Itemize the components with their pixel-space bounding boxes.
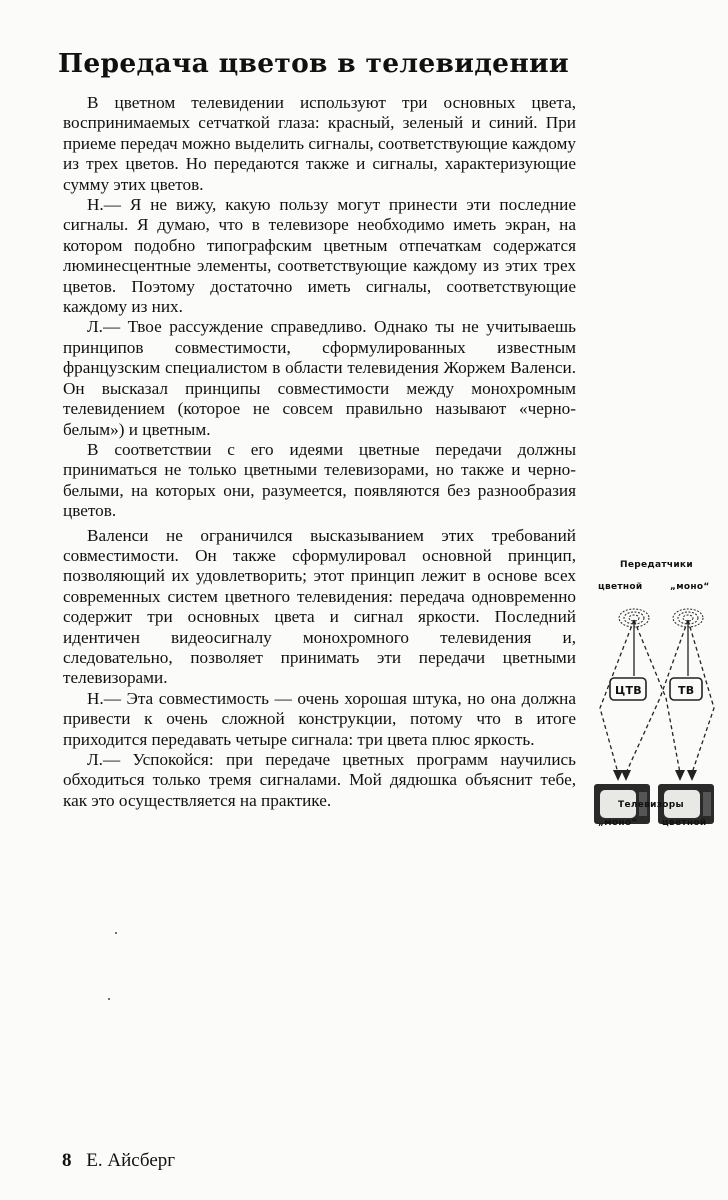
body-text [63, 93, 576, 811]
scan-speck [108, 998, 110, 1000]
figure-box-color: ЦТВ [615, 684, 642, 697]
page-footer [62, 1150, 175, 1172]
figure-diagram [590, 598, 724, 833]
paragraph: Л.— Твое рассуждение справедливо. Однако ты не учитываешь принципов совместимости, сформулированных известным французским специалистом в области телевидения Жоржем Валенси. Он высказал принципы совместимости между монохромным телевидением (которое не совсем правильно называют «черно-белым») и цветным. [63, 317, 576, 439]
paragraph: Н.— Эта совместимость — очень хорошая штука, но она должна привести к очень сложной конструкции, потому что в итоге приходится передавать четыре сигнала: три цвета плюс яркость. [63, 688, 576, 749]
figure-bottom-label: Телевизоры [618, 800, 684, 810]
paragraph: В соответствии с его идеями цветные передачи должны приниматься не только цветными телевизорами, но также и черно-белыми, на которых они, разумеется, появляются без разнообразия цветов. [63, 439, 576, 521]
page-title: Передача цветов в телевидении [58, 48, 569, 79]
scan-speck [115, 932, 117, 934]
figure-box-mono: ТВ [678, 684, 695, 697]
paragraph: Н.— Я не вижу, какую пользу могут принести эти последние сигналы. Я думаю, что в телевизоре необходимо иметь экран, на котором подобно типографским цветным отпечаткам содержатся люминесцентные элементы, соответствующие каждому из этих трех цветов. Поэтому достаточно иметь сигналы, соответствующие каждому из них. [63, 195, 576, 317]
figure-receiver-color-label: цветной [662, 818, 707, 828]
paragraph: В цветном телевидении используют три основных цвета, воспринимаемых сетчаткой глаза: красный, зеленый и синий. При приеме передач можно выделить сигналы, соответствующие каждому из трех цветов. Но передаются также и сигналы, характеризующие сумму этих цветов. [63, 93, 576, 194]
paragraph: Валенси не ограничился высказыванием этих требований совместимости. Он также сформулировал основной принцип, позволяющий их удовлетворить; этот принцип лежит в основе всех современных систем цветного телевидения: передача одновременно содержит три основных цвета и сигнал яркости. Последний идентичен видеосигналу монохромного телевидения и, следовательно, позволяет принимать эти передачи цветными телевизорами. [63, 525, 576, 688]
figure-transmitter-mono-label: „моно“ [670, 582, 710, 592]
page-number: 8 [62, 1150, 72, 1171]
figure-top-label: Передатчики [620, 560, 693, 570]
paragraph: Л.— Успокойся: при передаче цветных программ научились обходиться только тремя сигналами. Мой дядюшка объяснит тебе, как это осуществляется на практике. [63, 750, 576, 810]
figure-receiver-mono-label: „моно“ [598, 818, 638, 828]
author-name: Е. Айсберг [86, 1150, 176, 1171]
compatibility-figure [590, 560, 724, 835]
figure-transmitter-color-label: цветной [598, 582, 643, 592]
